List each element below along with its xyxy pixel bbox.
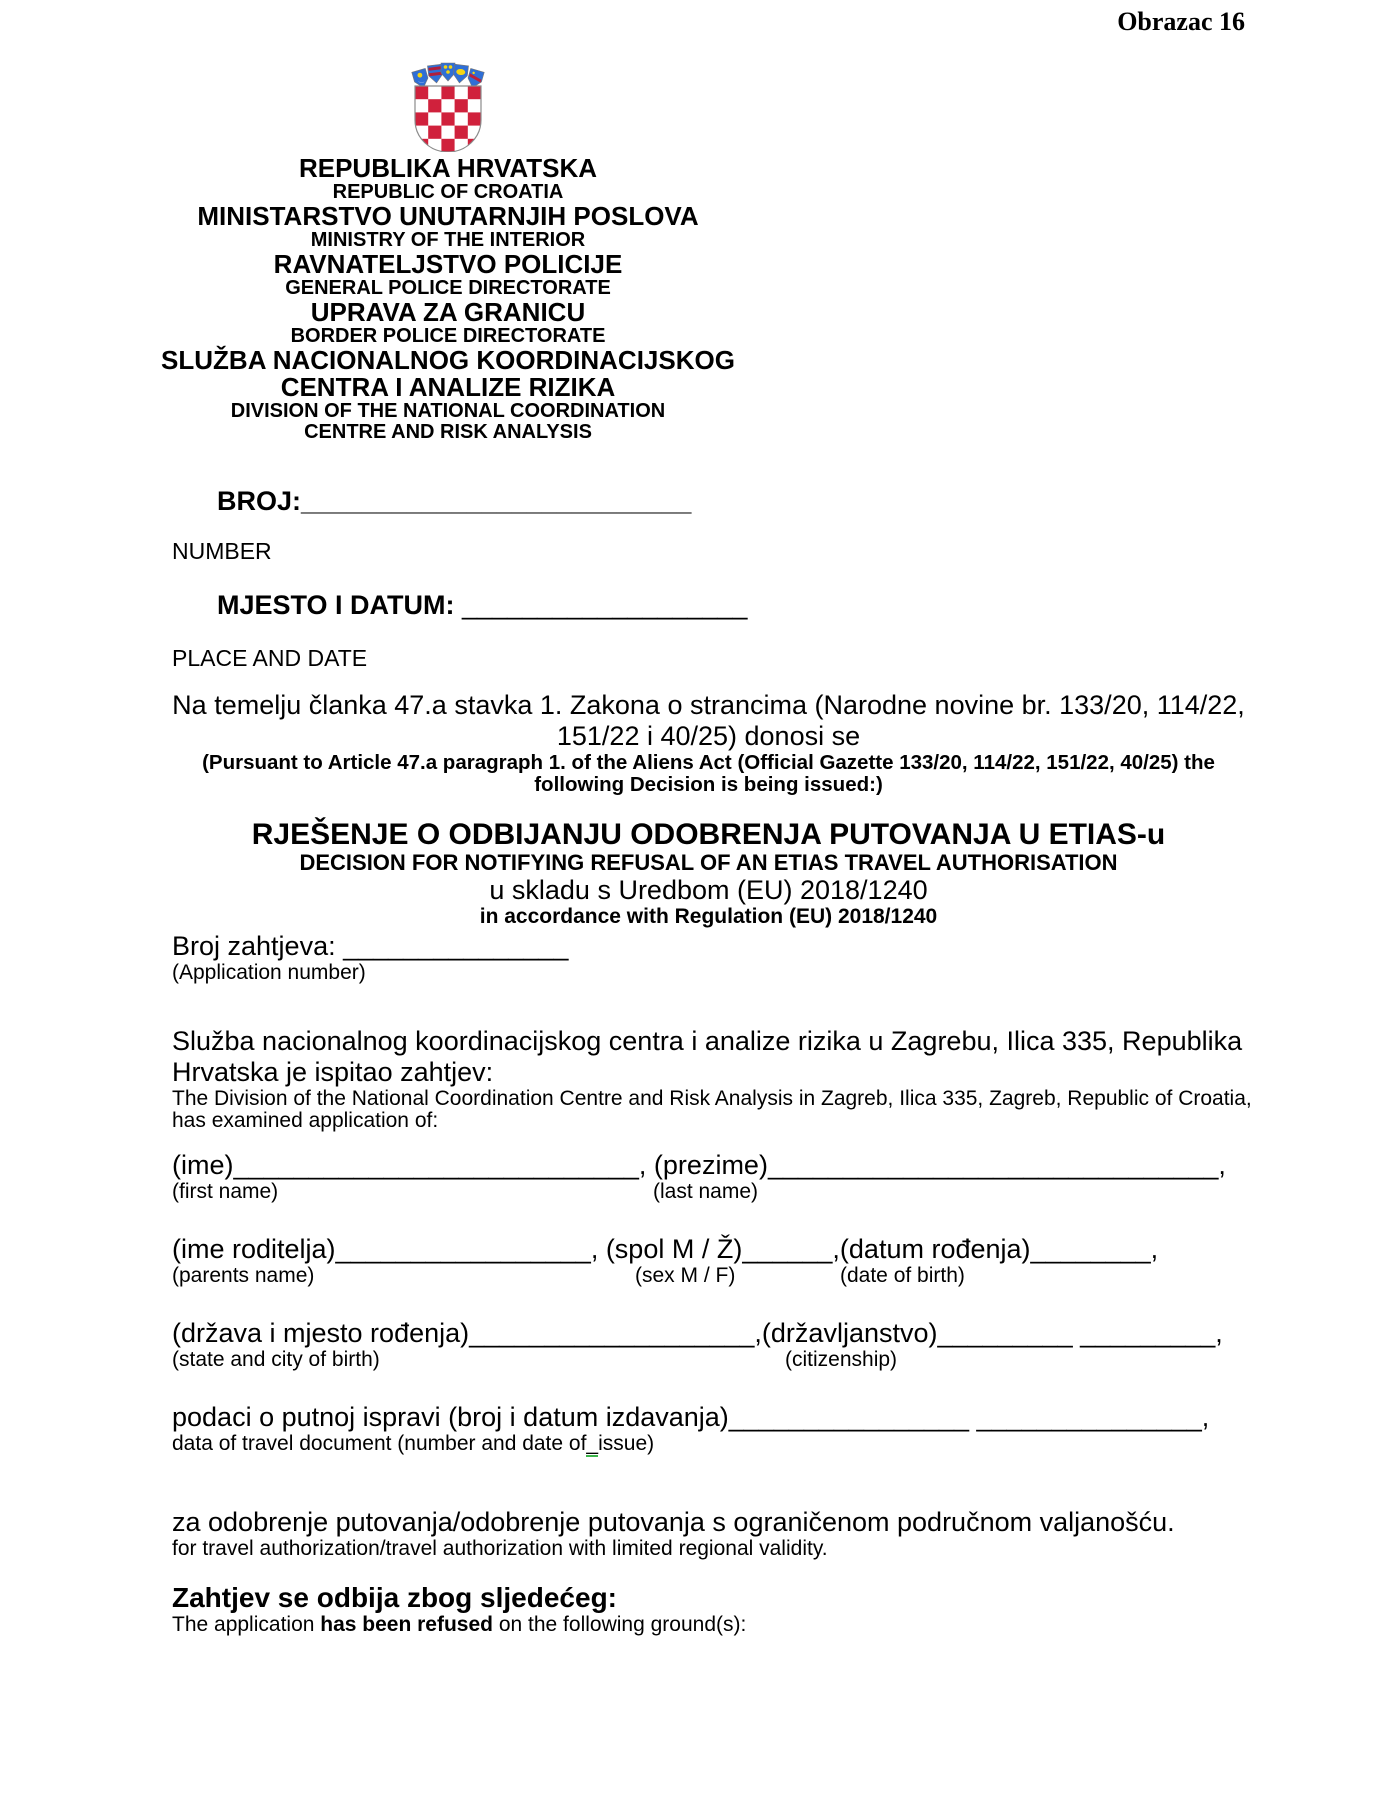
reference-number-label: BROJ: — [217, 486, 302, 516]
field-label-prefix: data of travel document (number and date of — [172, 1432, 587, 1455]
org-line: GENERAL POLICE DIRECTORATE — [285, 277, 611, 299]
org-line: RAVNATELJSTVO POLICIJE — [273, 249, 623, 279]
refusal-block — [172, 1582, 1386, 1636]
legal-basis-en-line1: (Pursuant to Article 47.a paragraph 1. of the Aliens Act (Official Gazette 133/20, 114/22, 151/22, 40/25) the — [202, 751, 1215, 774]
refusal-heading: Zahtjev se odbija zbog sljedećeg: — [172, 1582, 617, 1613]
field-label: (date of birth) — [840, 1264, 965, 1287]
field-label: (first name) — [172, 1180, 279, 1203]
examined-paragraph — [172, 1026, 1386, 1132]
org-line: MINISTARSTVO UNUTARNJIH POSLOVA — [197, 201, 699, 231]
org-line: REPUBLIC OF CROATIA — [332, 181, 564, 203]
field-line: podaci o putnoj ispravi (broj i datum izdavanja)________________ _______________, — [172, 1402, 1210, 1432]
authorization-paragraph — [172, 1507, 1386, 1560]
field-row — [172, 1318, 1386, 1371]
field-label: (last name) — [653, 1180, 759, 1203]
croatian-coat-of-arms-icon — [411, 62, 485, 152]
field-label — [172, 1433, 654, 1455]
examined-en-line2: has examined application of: — [172, 1109, 439, 1132]
applicant-fields — [172, 1150, 1386, 1455]
examined-hr-line1: Služba nacionalnog koordinacijskog centra i analize rizika u Zagrebu, Ilica 335, Republika — [172, 1026, 1243, 1056]
field-row — [172, 1402, 1386, 1455]
legal-basis-hr-line1: Na temelju članka 47.a stavka 1. Zakona o strancima (Narodne novine br. 133/20, 114/22, — [172, 690, 1245, 720]
place-date-line: ___________________ — [454, 590, 748, 620]
regulation-en: in accordance with Regulation (EU) 2018/1240 — [479, 905, 938, 928]
legal-basis-en-line2: following Decision is being issued:) — [534, 773, 883, 796]
form-code: Obrazac 16 — [1117, 7, 1245, 36]
field-label-suffix: issue) — [598, 1432, 655, 1455]
field-row — [172, 1150, 1386, 1203]
decision-title-en: DECISION FOR NOTIFYING REFUSAL OF AN ETIAS TRAVEL AUTHORISATION — [299, 850, 1118, 875]
reference-number-translation: NUMBER — [172, 538, 272, 564]
reference-block — [172, 462, 1386, 670]
field-label: (sex M / F) — [635, 1264, 736, 1287]
field-line: (ime)___________________________, (prezime)______________________________, — [172, 1150, 1226, 1180]
legal-basis — [172, 690, 1245, 796]
application-number-block — [172, 931, 1386, 984]
authorization-hr: za odobrenje putovanja/odobrenje putovanja s ograničenom područnom valjanošću. — [172, 1507, 1175, 1537]
org-line: DIVISION OF THE NATIONAL COORDINATION — [230, 400, 666, 422]
field-label: (citizenship) — [785, 1348, 898, 1371]
org-line: CENTRE AND RISK ANALYSIS — [304, 421, 592, 443]
org-line: BORDER POLICE DIRECTORATE — [290, 325, 606, 347]
decision-title-hr: RJEŠENJE O ODBIJANJU ODOBRENJA PUTOVANJA U ETIAS-u — [251, 818, 1166, 851]
examined-hr-line2: Hrvatska je ispitao zahtjev: — [172, 1057, 494, 1087]
field-row — [172, 1234, 1386, 1287]
examined-en-line1: The Division of the National Coordination Centre and Risk Analysis in Zagreb, Ilica 335, Zagreb, Republic of Croatia, — [172, 1087, 1252, 1110]
legal-basis-hr-line2: 151/22 i 40/25) donosi se — [556, 721, 861, 751]
authorization-en: for travel authorization/travel authorization with limited regional validity. — [172, 1537, 828, 1560]
application-number-label: Broj zahtjeva: — [172, 931, 336, 961]
application-number-translation: (Application number) — [172, 961, 366, 984]
field-line: (ime roditelja)_________________, (spol M / Ž)______,(datum rođenja)________, — [172, 1234, 1159, 1264]
reference-number-line: __________________________ — [301, 486, 692, 516]
regulation-hr: u skladu s Uredbom (EU) 2018/1240 — [489, 875, 928, 905]
spellcheck-underscore: _ — [586, 1432, 599, 1455]
place-date-translation: PLACE AND DATE — [172, 645, 368, 671]
letterhead — [150, 0, 746, 443]
org-line: UPRAVA ZA GRANICU — [310, 297, 586, 327]
application-number-line: _______________ — [335, 931, 569, 961]
org-line: MINISTRY OF THE INTERIOR — [310, 229, 586, 251]
field-line: (država i mjesto rođenja)___________________,(državljanstvo)_________ _________, — [172, 1318, 1223, 1348]
field-label: (state and city of birth) — [172, 1348, 380, 1371]
decision-title-block — [172, 818, 1245, 928]
org-line: SLUŽBA NACIONALNOG KOORDINACIJSKOG — [161, 345, 735, 375]
org-line: REPUBLIKA HRVATSKA — [298, 153, 598, 183]
org-line: CENTRA I ANALIZE RIZIKA — [280, 372, 616, 402]
refusal-translation: The application has been refused on the following ground(s): — [172, 1613, 747, 1636]
place-date-label: MJESTO I DATUM: — [217, 590, 455, 620]
field-label: (parents name) — [172, 1264, 315, 1287]
